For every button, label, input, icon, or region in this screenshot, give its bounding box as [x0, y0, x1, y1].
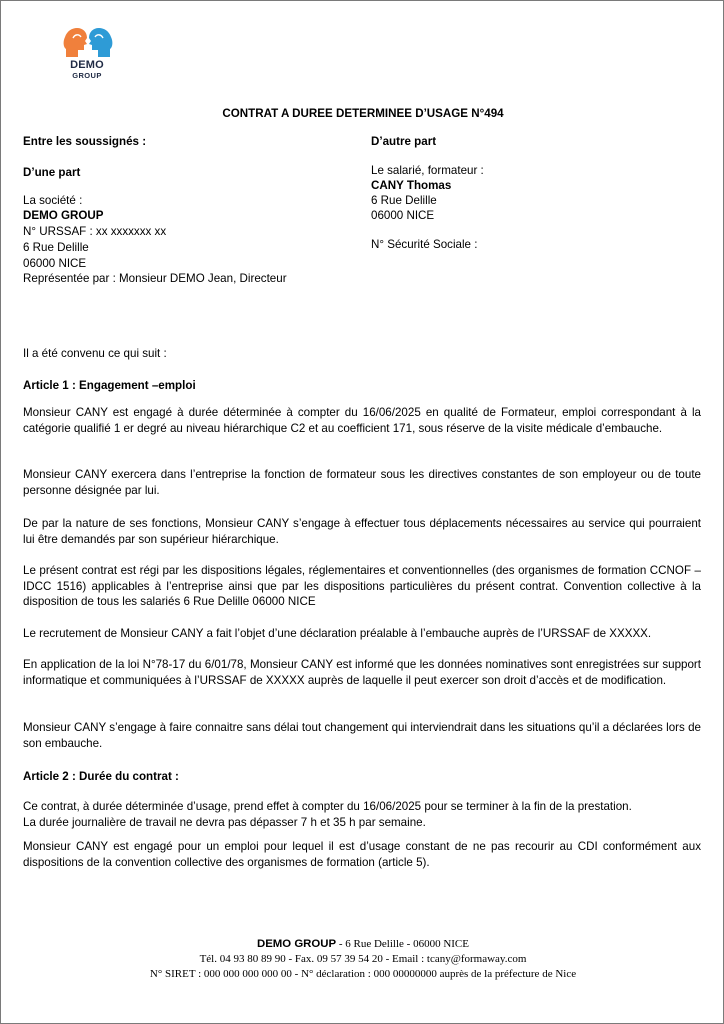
article1-heading: Article 1 : Engagement –emploi [23, 379, 196, 392]
footer-registration-line: N° SIRET : 000 000 000 000 00 - N° déclaration : 000 00000000 auprès de la préfecture de Nice [149, 968, 577, 980]
company-address-street: 6 Rue Delille [23, 241, 89, 254]
parties-heading: Entre les soussignés : [23, 135, 147, 148]
article2-paragraph1-line2: La durée journalière de travail ne devra pas dépasser 7 h et 35 h par semaine. [23, 816, 426, 829]
company-address-city: 06000 NICE [23, 257, 87, 270]
article2-paragraph1-line1: Ce contrat, à durée déterminée d’usage, prend effet à compter du 16/06/2025 pour se terminer à la fin de la prestation. [23, 800, 632, 813]
article1-paragraph2: Monsieur CANY exercera dans l’entreprise la fonction de formateur sous les directives constantes de son employeur ou de toute personne désignée par lui. [23, 468, 701, 497]
employee-address-street: 6 Rue Delille [371, 194, 437, 207]
footer-company-line [1, 937, 724, 952]
article1-paragraph1: Monsieur CANY est engagé à durée déterminée à compter du 16/06/2025 en qualité de Formateur, emploi correspondant à la catégorie qualifié 1 er degré au niveau hiérarchique C2 et au coefficient 171, sous réserve de la visite médicale d’embauche. [23, 406, 701, 435]
employee-name: CANY Thomas [371, 179, 452, 192]
company-representative: Représentée par : Monsieur DEMO Jean, Directeur [23, 272, 287, 285]
first-party-label: D’une part [23, 166, 81, 179]
employee-label: Le salarié, formateur : [371, 164, 484, 177]
footer-contact-line: Tél. 04 93 80 89 90 - Fax. 09 57 39 54 20 - Email : tcany@formaway.com [199, 953, 527, 965]
article1-paragraph4: Le présent contrat est régi par les dispositions légales, réglementaires et conventionnelles (des organismes de formation CCNOF – IDCC 1516) applicables à l’entreprise ainsi que par les dispositions particulières du présent contrat. Convention collective à la disposition de tous les salariés 6 Rue Delille 06000 NICE [23, 564, 701, 609]
logo-text-line1: DEMO [70, 59, 104, 71]
company-logo [59, 27, 119, 83]
article1-paragraph7: Monsieur CANY s’engage à faire connaitre sans délai tout changement qui interviendrait dans les situations qu’il a déclarées lors de son embauche. [23, 721, 701, 750]
employee-address-city: 06000 NICE [371, 209, 435, 222]
article1-paragraph3: De par la nature de ses fonctions, Monsieur CANY s’engage à effectuer tous déplacements nécessaires au service qui pourraient lui être demandés par son supérieur hiérarchique. [23, 517, 701, 546]
second-party-label: D’autre part [371, 135, 437, 148]
footer-company-address: - 6 Rue Delille - 06000 NICE [336, 938, 469, 950]
intro-text: Il a été convenu ce qui suit : [23, 347, 167, 360]
logo-text-line2: GROUP [72, 71, 102, 80]
social-security-label: N° Sécurité Sociale : [371, 238, 478, 251]
urssaf-number: N° URSSAF : xx xxxxxxx xx [23, 225, 167, 238]
company-name: DEMO GROUP [23, 209, 104, 222]
article1-paragraph6: En application de la loi N°78-17 du 6/01/78, Monsieur CANY est informé que les données nominatives sont enregistrées sur support informatique et communiquées à l’URSSAF de XXXXX auprès de laquelle il peut exercer son droit d’accès et de modification. [23, 658, 701, 687]
footer-company-name: DEMO GROUP [256, 938, 337, 950]
article2-paragraph2: Monsieur CANY est engagé pour un emploi pour lequel il est d’usage constant de ne pas recourir au CDI conformément aux dispositions de la convention collective des organismes de formation (article 5). [23, 840, 701, 869]
article2-heading: Article 2 : Durée du contrat : [23, 770, 179, 783]
two-heads-logo-icon [63, 27, 113, 59]
company-label: La société : [23, 194, 83, 207]
contract-title: CONTRAT A DUREE DETERMINEE D’USAGE N°494 [222, 107, 504, 120]
article1-paragraph5: Le recrutement de Monsieur CANY a fait l’objet d’une déclaration préalable à l’embauche auprès de l’URSSAF de XXXXX. [23, 627, 652, 640]
